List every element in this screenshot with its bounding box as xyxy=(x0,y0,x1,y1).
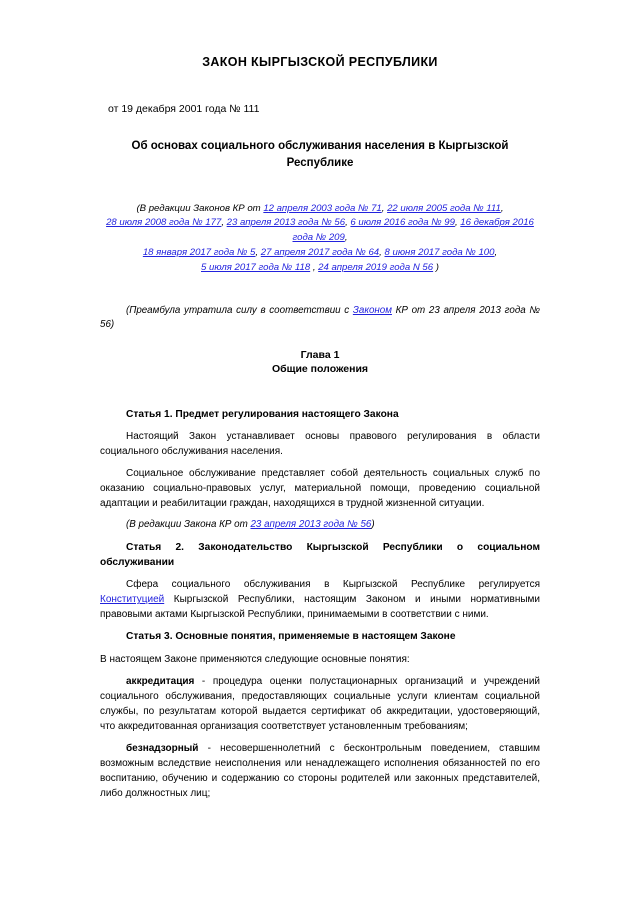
preamble-note xyxy=(100,304,540,332)
article-1-paragraph-1: Настоящий Закон устанавливает основы правового регулирования в области социального обслуживания населения. xyxy=(100,430,540,457)
editorial-close: ) xyxy=(433,262,439,274)
definition-term: аккредитация xyxy=(126,675,195,687)
article-2-paragraph-1 xyxy=(100,577,540,622)
revision-link-4[interactable]: 23 апреля 2013 года № 56 xyxy=(226,217,346,229)
preamble-before: (Преамбула утратила силу в соответствии с xyxy=(126,304,353,316)
sep: , xyxy=(454,217,461,229)
sep: , xyxy=(500,202,504,214)
editorial-lead: (В редакции Законов КР от xyxy=(136,202,264,214)
article-2-text-before: Сфера социального обслуживания в Кыргызской Республике регулируется xyxy=(126,579,540,591)
definition-akkreditatsiya xyxy=(100,674,540,734)
sep: , xyxy=(381,202,388,214)
article-2-text-after: Кыргызской Республики, настоящим Законом и иными нормативными правовыми актами Кыргызской Республики, принимаемыми в соответствии с ними. xyxy=(100,594,540,621)
article-1-note-before: (В редакции Закона КР от xyxy=(126,518,251,530)
sep: , xyxy=(345,217,351,229)
revision-link-7[interactable]: 18 января 2017 года № 5 xyxy=(142,247,256,259)
sep: , xyxy=(255,247,261,259)
definition-beznadzornyy xyxy=(100,741,540,801)
revision-link-1[interactable]: 12 апреля 2003 года № 71 xyxy=(263,202,382,214)
sep: , xyxy=(344,232,348,244)
chapter-number: Глава 1 xyxy=(300,349,340,362)
revision-link-2[interactable]: 22 июля 2005 года № 111 xyxy=(387,202,501,214)
preamble-law-link[interactable]: Законом xyxy=(352,304,392,316)
sep: , xyxy=(379,247,385,259)
revision-link-5[interactable]: 6 июля 2016 года № 99 xyxy=(350,217,455,229)
revision-link-3[interactable]: 28 июля 2008 года № 177 xyxy=(106,217,222,229)
revision-link-6[interactable]: 16 декабря 2016 года № 209 xyxy=(292,217,534,244)
article-1-note-after: ) xyxy=(371,518,375,530)
article-1-revision-note xyxy=(100,518,540,533)
sep: , xyxy=(310,262,319,274)
revision-link-10[interactable]: 5 июля 2017 года № 118 xyxy=(201,262,311,274)
article-2-heading: Статья 2. Законодательство Кыргызской Республики о социальном обслуживании xyxy=(100,541,540,568)
constitution-link[interactable]: Конституцией xyxy=(100,594,165,606)
chapter-name: Общие положения xyxy=(271,363,369,376)
article-3-heading: Статья 3. Основные понятия, применяемые в настоящем Законе xyxy=(126,631,456,643)
definition-text: - процедура оценки полустационарных организаций и учреждений социального обслуживания, предоставляющих социальные услуги клиентам социальной службы, по результатам которой выдается сертификат об аккредитации, удостоверяющий, что аккредитованная организация соответствует установленным требованиям; xyxy=(100,675,540,732)
preamble-after: КР от 23 апреля 2013 года № 56) xyxy=(100,304,540,331)
article-1-note-link[interactable]: 23 апреля 2013 года № 56 xyxy=(250,518,372,530)
document-date-line: от 19 декабря 2001 года № 111 xyxy=(108,102,260,115)
page-title: ЗАКОН КЫРГЫЗСКОЙ РЕСПУБЛИКИ xyxy=(202,55,438,69)
article-3-intro: В настоящем Законе применяются следующие основные понятия: xyxy=(100,653,410,665)
chapter-heading xyxy=(100,348,540,376)
document-subtitle: Об основах социального обслуживания населения в Кыргызской Республике xyxy=(131,140,509,169)
revision-link-9[interactable]: 8 июня 2017 года № 100 xyxy=(384,247,495,259)
revision-link-8[interactable]: 27 апреля 2017 года № 64 xyxy=(260,247,380,259)
sep: , xyxy=(494,247,498,259)
definition-text: - несовершеннолетний с бесконтрольным поведением, ставшим возможным вследствие неисполнения или ненадлежащего исполнения обязанностей по его воспитанию, обучению и содержанию со стороны родителей или законных представителей, либо должностных лиц; xyxy=(100,742,540,799)
sep: , xyxy=(221,217,227,229)
article-1-heading: Статья 1. Предмет регулирования настоящего Закона xyxy=(126,408,399,420)
article-1-paragraph-2: Социальное обслуживание представляет собой деятельность социальных служб по оказанию социально-правовых услуг, материальной помощи, проведению социальной адаптации и реабилитации граждан, находящихся в трудной жизненной ситуации. xyxy=(100,467,540,509)
editorial-revision-note xyxy=(100,202,540,276)
definition-term: безнадзорный xyxy=(126,742,199,754)
revision-link-11[interactable]: 24 апреля 2019 года N 56 xyxy=(318,262,434,274)
